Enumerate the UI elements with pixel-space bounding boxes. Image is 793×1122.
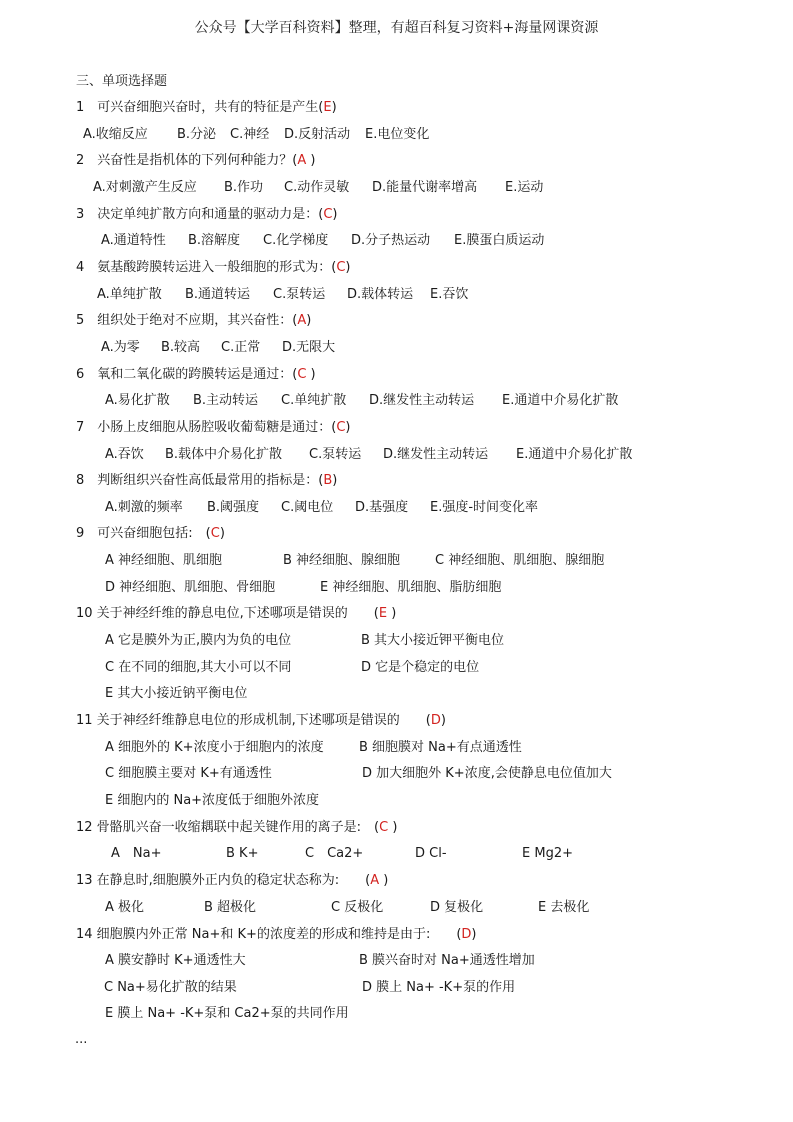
option-a: A 细胞外的 K+浓度小于细胞内的浓度 [105, 740, 324, 755]
question-stem: 9 可兴奋细胞包括: ( [76, 526, 211, 541]
paren-close: ) [345, 420, 351, 435]
answer-key: A [297, 313, 307, 328]
option-a: A.吞饮 [105, 447, 144, 462]
question-stem: 5 组织处于绝对不应期，其兴奋性：( [76, 313, 298, 328]
question-9 [76, 525, 225, 543]
option-a: A.通道特性 [101, 233, 166, 248]
option-e: E 细胞内的 Na+浓度低于细胞外浓度 [105, 793, 320, 808]
option-d: D 它是个稳定的电位 [361, 660, 480, 675]
option-c: C 细胞膜主要对 K+有通透性 [105, 766, 272, 781]
answer-key: C [379, 820, 389, 835]
option-e: E Mg2+ [522, 846, 573, 861]
question-stem: 4 氨基酸跨膜转运进入一般细胞的形式为：( [76, 260, 337, 275]
question-3 [76, 206, 338, 224]
question-10 [76, 605, 396, 623]
question-stem: 8 判断组织兴奋性高低最常用的指标是：( [76, 473, 324, 488]
answer-key: C [336, 260, 346, 275]
question-stem: 6 氧和二氧化碳的跨膜转运是通过：( [76, 367, 298, 382]
paren-close: ) [332, 207, 338, 222]
option-e: E.电位变化 [365, 127, 430, 142]
answer-key: C [323, 207, 333, 222]
option-b: B.溶解度 [188, 233, 241, 248]
option-c: C Ca2+ [305, 846, 364, 861]
answer-key: D [461, 927, 472, 942]
answer-key: A [297, 153, 307, 168]
option-a: A.刺激的频率 [105, 500, 183, 515]
question-2 [76, 152, 315, 170]
option-b: B 膜兴奋时对 Na+通透性增加 [359, 953, 535, 968]
option-c: C 神经细胞、肌细胞、腺细胞 [435, 553, 605, 568]
question-stem: 13 在静息时,细胞膜外正内负的稳定状态称为: ( [76, 873, 371, 888]
answer-key: A [370, 873, 380, 888]
page-header: 公众号【大学百科资料】整理，有超百科复习资料+海量网课资源 [194, 20, 599, 36]
answer-key: C [297, 367, 307, 382]
question-stem: 1 可兴奋细胞兴奋时，共有的特征是产生( [76, 100, 324, 115]
paren-close: ) [306, 313, 312, 328]
paren-close: ) [331, 100, 337, 115]
option-e: E 去极化 [538, 900, 590, 915]
option-e: E.通道中介易化扩散 [502, 393, 619, 408]
paren-close: ) [306, 367, 316, 382]
option-d: D 神经细胞、肌细胞、骨细胞 [105, 580, 276, 595]
answer-key: E [378, 606, 388, 621]
option-c: C.化学梯度 [263, 233, 329, 248]
question-11 [76, 712, 446, 730]
option-b: B 超极化 [204, 900, 257, 915]
question-1 [76, 99, 337, 117]
question-5 [76, 312, 311, 330]
option-e: E 膜上 Na+ -K+泵和 Ca2+泵的共同作用 [105, 1006, 349, 1021]
answer-key: C [336, 420, 346, 435]
option-c: C 在不同的细胞,其大小可以不同 [105, 660, 292, 675]
option-d: D 膜上 Na+ -K+泵的作用 [362, 980, 516, 995]
question-7 [76, 419, 351, 437]
question-stem: 7 小肠上皮细胞从肠腔吸收葡萄糖是通过：( [76, 420, 337, 435]
answer-key: E [323, 100, 332, 115]
question-12 [76, 819, 397, 837]
option-d: D.载体转运 [347, 287, 414, 302]
option-e: E.运动 [505, 180, 544, 195]
paren-close: ) [388, 820, 398, 835]
option-a: A 神经细胞、肌细胞 [105, 553, 223, 568]
option-a: A 极化 [105, 900, 145, 915]
option-b: B 其大小接近钾平衡电位 [361, 633, 505, 648]
question-stem: 12 骨骼肌兴奋一收缩耦联中起关键作用的离子是: ( [76, 820, 380, 835]
option-a: A 膜安静时 K+通透性大 [105, 953, 246, 968]
option-e: E.强度-时间变化率 [430, 500, 539, 515]
option-b: B.载体中介易化扩散 [165, 447, 283, 462]
option-d: D.继发性主动转运 [383, 447, 489, 462]
option-b: B 神经细胞、腺细胞 [283, 553, 401, 568]
option-d: D.反射活动 [284, 127, 351, 142]
question-stem: 14 细胞膜内外正常 Na+和 K+的浓度差的形成和维持是由于: ( [76, 927, 462, 942]
option-b: B.作功 [224, 180, 264, 195]
question-stem: 3 决定单纯扩散方向和通量的驱动力是：( [76, 207, 324, 222]
question-6 [76, 366, 316, 384]
option-a: A.收缩反应 [83, 127, 148, 142]
question-stem: 11 关于神经纤维静息电位的形成机制,下述哪项是错误的 ( [76, 713, 431, 728]
paren-close: ) [387, 606, 397, 621]
paren-close: ) [219, 526, 225, 541]
option-e: E 神经细胞、肌细胞、脂肪细胞 [320, 580, 502, 595]
option-c: C.神经 [230, 127, 270, 142]
option-e: E.膜蛋白质运动 [454, 233, 545, 248]
option-c: C 反极化 [331, 900, 384, 915]
paren-close: ) [306, 153, 316, 168]
option-d: D.基强度 [355, 500, 409, 515]
option-b: B.分泌 [177, 127, 217, 142]
question-stem: 2 兴奋性是指机体的下列何种能力？( [76, 153, 298, 168]
option-e: E.吞饮 [430, 287, 469, 302]
option-b: B 细胞膜对 Na+有点通透性 [359, 740, 522, 755]
option-e: E 其大小接近钠平衡电位 [105, 686, 248, 701]
question-8 [76, 472, 337, 490]
option-a: A.易化扩散 [105, 393, 170, 408]
paren-close: ) [332, 473, 338, 488]
option-d: D Cl- [415, 846, 447, 861]
option-e: E.通道中介易化扩散 [516, 447, 633, 462]
option-d: D.能量代谢率增高 [372, 180, 478, 195]
option-d: D 加大细胞外 K+浓度,会使静息电位值加大 [362, 766, 612, 781]
option-c: C.正常 [221, 340, 261, 355]
option-c: C.泵转运 [273, 287, 326, 302]
option-c: C.单纯扩散 [281, 393, 347, 408]
option-b: B.通道转运 [185, 287, 251, 302]
question-4 [76, 259, 351, 277]
option-c: C.泵转运 [309, 447, 362, 462]
option-b: B.阈强度 [207, 500, 260, 515]
option-a: A Na+ [111, 846, 162, 861]
paren-close: ) [345, 260, 351, 275]
answer-key: D [430, 713, 441, 728]
option-b: B K+ [226, 846, 259, 861]
option-d: D.继发性主动转运 [369, 393, 475, 408]
option-d: D.分子热运动 [351, 233, 431, 248]
option-a: A 它是膜外为正,膜内为负的电位 [105, 633, 292, 648]
paren-close: ) [440, 713, 446, 728]
paren-close: ) [379, 873, 389, 888]
option-a: A.为零 [101, 340, 140, 355]
ellipsis: ... [75, 1032, 88, 1047]
option-c: C.动作灵敏 [284, 180, 350, 195]
question-14 [76, 926, 477, 944]
question-13 [76, 872, 388, 890]
option-c: C.阈电位 [281, 500, 334, 515]
option-b: B.较高 [161, 340, 201, 355]
option-a: A.单纯扩散 [97, 287, 162, 302]
answer-key: C [210, 526, 220, 541]
paren-close: ) [471, 927, 477, 942]
option-c: C Na+易化扩散的结果 [104, 980, 237, 995]
option-d: D.无限大 [282, 340, 336, 355]
option-a: A.对刺激产生反应 [93, 180, 197, 195]
option-d: D 复极化 [430, 900, 484, 915]
question-stem: 10 关于神经纤维的静息电位,下述哪项是错误的 ( [76, 606, 379, 621]
section-title: 三、单项选择题 [76, 74, 168, 89]
answer-key: B [323, 473, 333, 488]
option-b: B.主动转运 [193, 393, 259, 408]
